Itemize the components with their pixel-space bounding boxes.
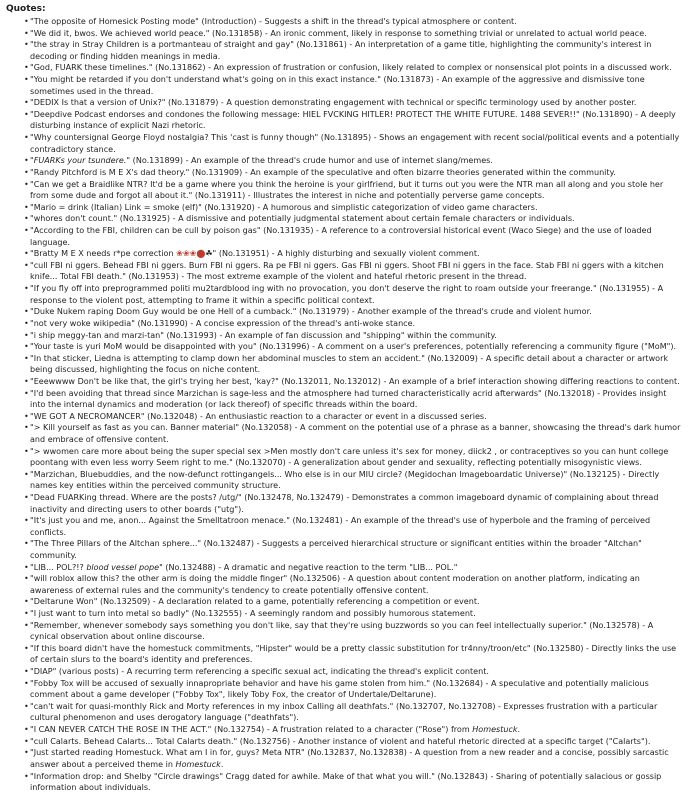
quote-item: • "Remember, whenever somebody says something you don't like, say that they're using buzzwords so you can feel intellectually superior." (No.132578) - A cynical observation about online discourse.	[30, 620, 682, 643]
quote-item: • "Dead FUARKing thread. Where are the posts? /utg/" (No.132478, No.132479) - Demonstrates a common imageboard dynamic of complaining about thread inactivity and directing users to other boards ("utg").	[30, 492, 682, 515]
quote-item: • "Fobby Tox will be accused of sexually innapropriate behavior and have his game stolen from him." (No.132684) - A speculative and potentially malicious comment about a game developer ("Fobby Tox", likely Toby Fox, the creator of Undertale/Deltarune).	[30, 678, 682, 701]
quote-item: • "can't wait for quasi-monthly Rick and Morty references in my inbox Calling all deathfats." (No.132707, No.132708) - Expresses frustration with a particular cultural phenomenon and uses derogatory language ("deathfats").	[30, 701, 682, 724]
quote-item: • "LIB... POL?!? blood vessel pope" (No.132488) - A dramatic and negative reaction to the term "LIB... POL."	[30, 562, 682, 574]
quote-item: • "not very woke wikipedia" (No.131990) - A concise expression of the thread's anti-woke stance.	[30, 318, 682, 330]
quote-item: • "If this board didn't have the homestuck commitments, "Hipster" would be a pretty classic substitution for tr4nny/troon/etc" (No.132580) - Directly links the use of certain slurs to the board's identity and preferences.	[30, 643, 682, 666]
quote-item: • "The Three Pillars of the Altchan sphere..." (No.132487) - Suggests a perceived hierarchical structure or significant entities within the broader "Altchan" community.	[30, 538, 682, 561]
quote-item: • "In that sticker, Liedna is attempting to clamp down her abdominal muscles to stem an accident." (No.132009) - A specific detail about a character or artwork being discussed, highlighting the focus on niche content.	[30, 353, 682, 376]
quote-item: • "i ship meggy-tan and marzi-tan" (No.131993) - An example of fan discussion and "shipping" within the community.	[30, 330, 682, 342]
quote-item: • "Bratty M E X needs r*pe correction ❀❀❀⬤☘" (No.131951) - A highly disturbing and sexually violent comment.	[30, 248, 682, 260]
quote-item: • "DIAP" (various posts) - A recurring term referencing a specific sexual act, indicating the thread's explicit content.	[30, 666, 682, 678]
quote-item: • "FUARKs your tsundere." (No.131899) - An example of the thread's crude humor and use of internet slang/memes.	[30, 155, 682, 167]
quote-item: • "whores don't count." (No.131925) - A dismissive and potentially judgmental statement about certain female characters or individuals.	[30, 213, 682, 225]
quote-item: • "cull Calarts. Behead Calarts... Total Calarts death." (No.132756) - Another instance of violent and hateful rhetoric directed at a specific target ("Calarts").	[30, 736, 682, 748]
quote-item: • "God, FUARK these timelines." (No.131862) - An expression of frustration or confusion, likely related to complex or nonsensical plot points in a discussed work.	[30, 62, 682, 74]
quote-item: • "Marzichan, Bluebuddies, and the now-defunct rottingangels... Who else is in our MIU circle? (Megidochan Imageboardatic Universe)" (No.132125) - Directly names key entities within the perceived community structure.	[30, 469, 682, 492]
quote-item: • "will roblox allow this? the other arm is doing the middle finger" (No.132506) - A question about content moderation on another platform, indicating an awareness of external rules and the community's tendency to create potentially offensive content.	[30, 573, 682, 596]
quote-item: • "According to the FBI, children can be cull by poison gas" (No.131935) - A reference to a controversial historical event (Waco Siege) and the use of loaded language.	[30, 225, 682, 248]
quote-list	[6, 16, 682, 794]
quote-item: • "Mario = drink (Italian) Link = smoke (elf)" (No.131920) - A humorous and simplistic categorization of video game characters.	[30, 202, 682, 214]
quote-item: • "The opposite of Homesick Posting mode" (Introduction) - Suggests a shift in the thread's typical atmosphere or content.	[30, 16, 682, 28]
quote-item: • "Can we get a Braidlike NTR? It'd be a game where you think the heroine is your girlfriend, but it turns out you were the NTR man all along and you stole her from some dude and forgot all about it." (No.131911) - Illustrates the interest in niche and potentially perverse game concepts.	[30, 179, 682, 202]
quote-item: • "It's just you and me, anon... Against the Smelltatroon menace." (No.132481) - An example of the thread's use of hyperbole and the framing of perceived conflicts.	[30, 515, 682, 538]
quote-item: • "WE GOT A NECROMANCER" (No.132048) - An enthusiastic reaction to a character or event in a discussed series.	[30, 411, 682, 423]
quote-item: • "> Kill yourself as fast as you can. Banner material" (No.132058) - A comment on the potential use of a phrase as a banner, showcasing the thread's dark humor and embrace of offensive content.	[30, 422, 682, 445]
quote-item: • "Deepdive Podcast endorses and condones the following message: HIEL FVCKING HITLER! PROTECT THE WHITE FUTURE. 1488 SEVER!!" (No.131890) - A deeply disturbing instance of explicit Nazi rhetoric.	[30, 109, 682, 132]
quote-item: • "cull FBI ni ggers. Behead FBI ni ggers. Burn FBI ni ggers. Ra pe FBI ni ggers. Gas FBI ni ggers. Shoot FBI ni ggers in the face. Stab FBI ni ggers with a kitchen knife... Total FBI death." (No.131953) - The most extreme example of the violent and hateful rhetoric present in the thread.	[30, 260, 682, 283]
quote-item: • "Deltarune Won" (No.132509) - A declaration related to a game, potentially referencing a competition or event.	[30, 596, 682, 608]
quote-item: • "Eeewwww Don't be like that, the girl's trying her best, 'kay?" (No.132011, No.132012) - An example of a brief interaction showing differing reactions to content.	[30, 376, 682, 388]
quote-item: • "Randy Pitchford is M E X's dad theory." (No.131909) - An example of the speculative and often bizarre theories generated within the community.	[30, 167, 682, 179]
quote-item: • "Your taste is yuri MoM would be disappointed with you" (No.131996) - A comment on a user's preferences, potentially referencing a community figure ("MoM").	[30, 341, 682, 353]
quote-item: • "Just started reading Homestuck. What am I in for, guys? Meta NTR" (No.132837, No.132838) - A question from a new reader and a concise, possibly sarcastic answer about a perceived theme in Homestuck.	[30, 747, 682, 770]
quote-item: • "Duke Nukem raping Doom Guy would be one Hell of a cumback." (No.131979) - Another example of the thread's crude and violent humor.	[30, 306, 682, 318]
quote-item: • "> wwomen care more about being the super special sex >Men mostly don't care unless it's sex for money, diick2 , or contraceptives so you can hunt college poontang with even less worry Seem right to me." (No.132070) - A generalization about gender and sexuality, reflecting potentially misogynistic views.	[30, 446, 682, 469]
quote-item: • "Information drop: and Shelby "Circle drawings" Cragg dated for awhile. Make of that what you will." (No.132843) - Sharing of potentially salacious or gossip information about individuals.	[30, 771, 682, 794]
quote-item: • "We did it, bwos. We achieved world peace." (No.131858) - An ironic comment, likely in response to something trivial or unrelated to actual world peace.	[30, 28, 682, 40]
quote-item: • "If you fly off into preprogrammed politi mu2tardblood ing with no provocation, you don't deserve the right to roam outside your freerange." (No.131955) - A response to the violent post, attempting to frame it within a specific political context.	[30, 283, 682, 306]
quote-item: • "You might be retarded if you don't understand what's going on in this exact instance." (No.131873) - An example of the aggressive and dismissive tone sometimes used in the thread.	[30, 74, 682, 97]
quote-item: • "Why countersignal George Floyd nostalgia? This 'cast is funny though" (No.131895) - Shows an engagement with recent social/political events and a potentially contradictory stance.	[30, 132, 682, 155]
quote-item: • "DEDIX Is that a version of Unix?" (No.131879) - A question demonstrating engagement with technical or specific terminology used by another poster.	[30, 97, 682, 109]
quote-item: • "the stray in Stray Children is a portmanteau of straight and gay" (No.131861) - An interpretation of a game title, highlighting the community's interest in decoding or finding hidden meanings in media.	[30, 39, 682, 62]
quote-item: • "I CAN NEVER CATCH THE ROSE IN THE ACT." (No.132754) - A frustration related to a character ("Rose") from Homestuck.	[30, 724, 682, 736]
quotes-heading: Quotes:	[6, 4, 46, 14]
quote-item: • "I'd been avoiding that thread since Marzichan is sage-less and the atmosphere had turned characteristically acrid afterwards" (No.132018) - Provides insight into the internal dynamics and moderation (or lack thereof) of specific threads within the board.	[30, 388, 682, 411]
quote-item: • "I just want to turn into metal so badly" (No.132555) - A seemingly random and possibly humorous statement.	[30, 608, 682, 620]
